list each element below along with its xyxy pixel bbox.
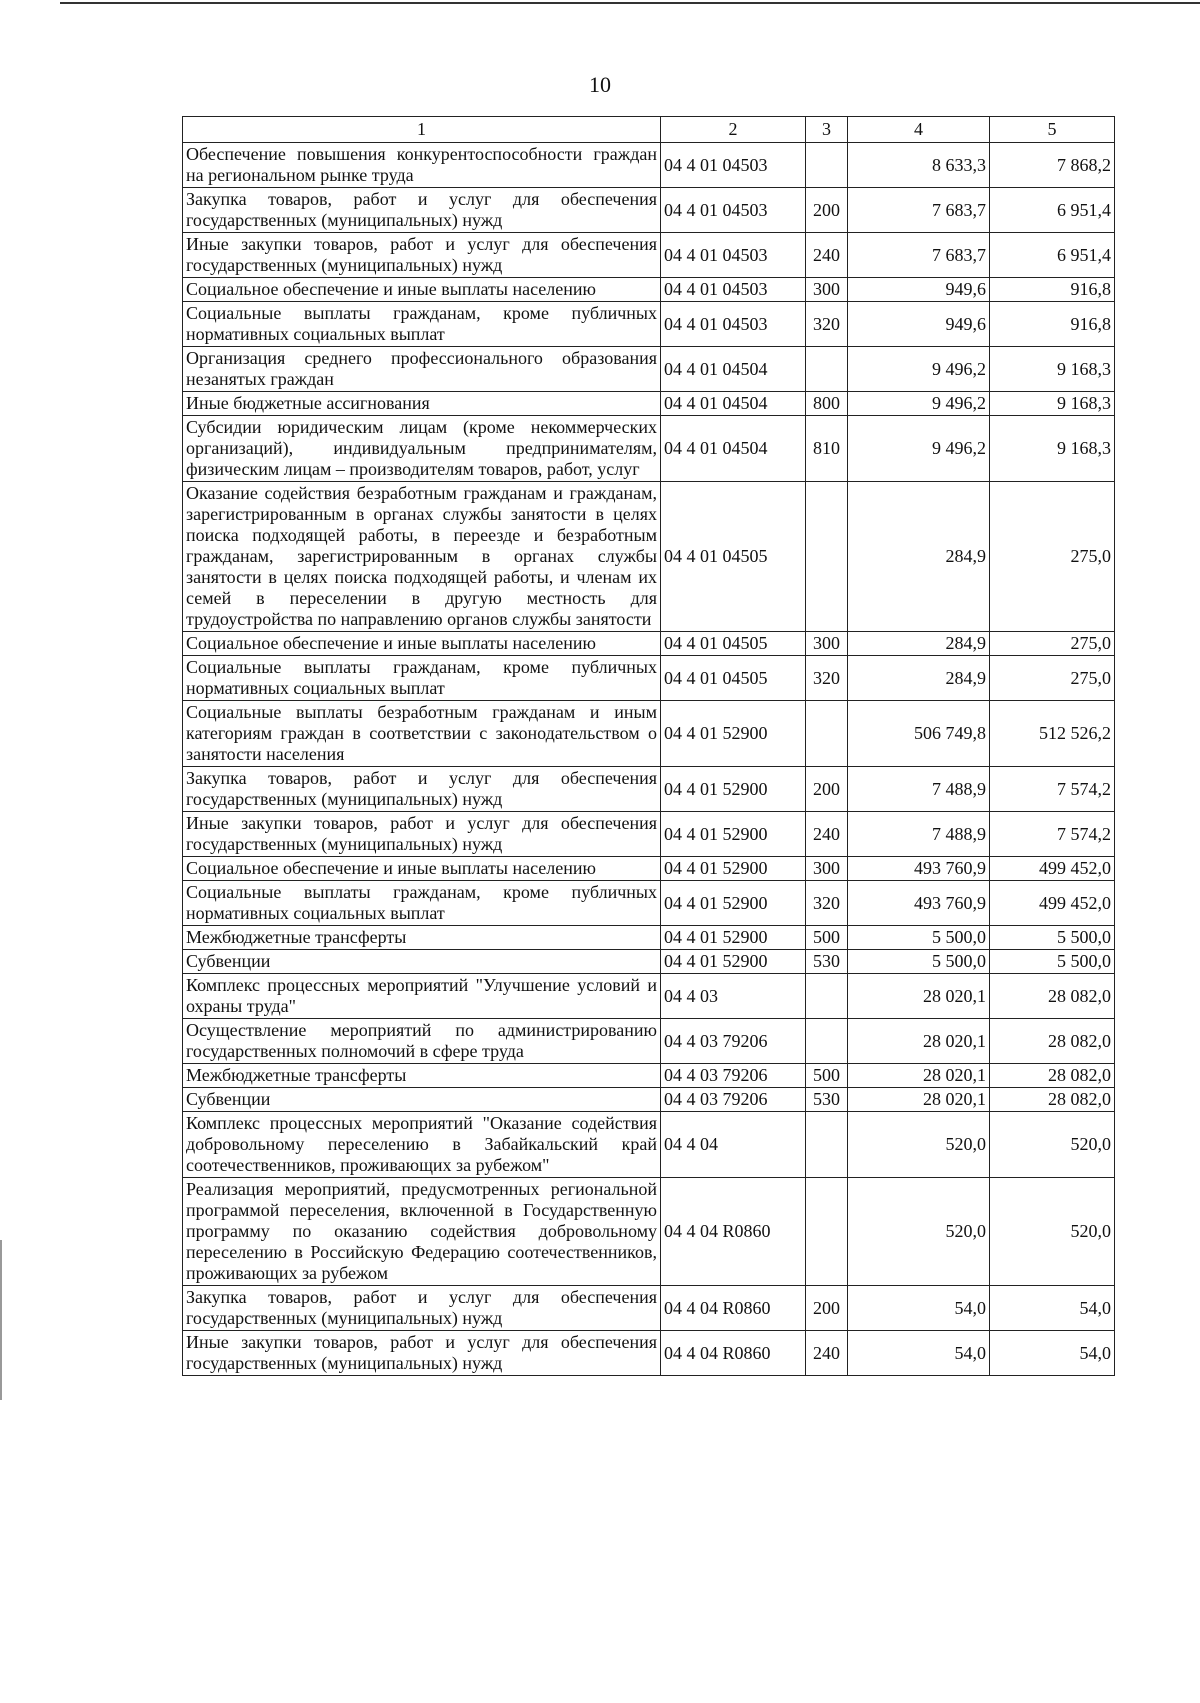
row-expense-type-cell: 200 <box>806 188 848 233</box>
row-expense-type-cell: 300 <box>806 857 848 881</box>
row-value-col4-cell: 949,6 <box>848 302 990 347</box>
row-value-col5-cell: 7 868,2 <box>990 143 1115 188</box>
table-row <box>183 143 1115 188</box>
row-expense-type-cell: 240 <box>806 1331 848 1376</box>
page-number: 10 <box>589 72 611 97</box>
row-value-col4-cell: 28 020,1 <box>848 1088 990 1112</box>
row-name-cell: Реализация мероприятий, предусмотренных региональной программой переселения, включенной в Государственную программу по оказанию содействия добровольному переселению в Российскую Федерацию соотечественников, проживающих за рубежом <box>183 1178 661 1286</box>
row-code-cell: 04 4 04 R0860 <box>661 1286 806 1331</box>
row-value-col4-cell: 28 020,1 <box>848 1019 990 1064</box>
row-value-col4-cell: 506 749,8 <box>848 701 990 767</box>
row-value-col5-cell: 9 168,3 <box>990 392 1115 416</box>
row-code-cell: 04 4 01 04505 <box>661 656 806 701</box>
row-code-cell: 04 4 04 <box>661 1112 806 1178</box>
row-value-col5-cell: 6 951,4 <box>990 233 1115 278</box>
row-name-cell: Субсидии юридическим лицам (кроме некоммерческих организаций), индивидуальным предпринимателям, физическим лицам – производителям товаров, работ, услуг <box>183 416 661 482</box>
row-name-cell: Комплекс процессных мероприятий "Оказание содействия добровольному переселению в Забайкальский край соотечественников, проживающих за рубежом" <box>183 1112 661 1178</box>
table-row <box>183 632 1115 656</box>
row-expense-type-cell: 500 <box>806 1064 848 1088</box>
table-row <box>183 881 1115 926</box>
row-value-col5-cell: 916,8 <box>990 278 1115 302</box>
table-header-row <box>183 117 1115 143</box>
table-row <box>183 767 1115 812</box>
row-code-cell: 04 4 01 52900 <box>661 881 806 926</box>
row-value-col4-cell: 7 683,7 <box>848 188 990 233</box>
row-value-col4-cell: 284,9 <box>848 632 990 656</box>
row-code-cell: 04 4 01 04503 <box>661 233 806 278</box>
row-value-col4-cell: 493 760,9 <box>848 881 990 926</box>
row-value-col5-cell: 275,0 <box>990 482 1115 632</box>
header-col-5: 5 <box>990 117 1115 143</box>
table-row <box>183 950 1115 974</box>
row-value-col5-cell: 28 082,0 <box>990 1019 1115 1064</box>
row-value-col4-cell: 8 633,3 <box>848 143 990 188</box>
header-col-1: 1 <box>183 117 661 143</box>
row-code-cell: 04 4 01 04504 <box>661 416 806 482</box>
row-value-col5-cell: 499 452,0 <box>990 881 1115 926</box>
row-expense-type-cell <box>806 482 848 632</box>
table-body <box>183 143 1115 1376</box>
row-name-cell: Закупка товаров, работ и услуг для обеспечения государственных (муниципальных) нужд <box>183 1286 661 1331</box>
table-row <box>183 1178 1115 1286</box>
row-value-col4-cell: 54,0 <box>848 1286 990 1331</box>
row-name-cell: Межбюджетные трансферты <box>183 1064 661 1088</box>
row-value-col4-cell: 520,0 <box>848 1112 990 1178</box>
row-value-col4-cell: 28 020,1 <box>848 974 990 1019</box>
scan-edge-mark <box>0 1240 2 1400</box>
row-value-col5-cell: 54,0 <box>990 1286 1115 1331</box>
row-code-cell: 04 4 01 04503 <box>661 188 806 233</box>
row-expense-type-cell: 320 <box>806 302 848 347</box>
row-name-cell: Организация среднего профессионального образования незанятых граждан <box>183 347 661 392</box>
row-value-col4-cell: 520,0 <box>848 1178 990 1286</box>
table-row <box>183 926 1115 950</box>
row-code-cell: 04 4 04 R0860 <box>661 1178 806 1286</box>
row-name-cell: Социальные выплаты гражданам, кроме публичных нормативных социальных выплат <box>183 881 661 926</box>
table-row <box>183 974 1115 1019</box>
row-value-col4-cell: 7 488,9 <box>848 767 990 812</box>
row-expense-type-cell <box>806 1019 848 1064</box>
row-expense-type-cell: 800 <box>806 392 848 416</box>
row-value-col5-cell: 9 168,3 <box>990 347 1115 392</box>
row-expense-type-cell <box>806 974 848 1019</box>
row-name-cell: Иные бюджетные ассигнования <box>183 392 661 416</box>
row-name-cell: Осуществление мероприятий по администрированию государственных полномочий в сфере труда <box>183 1019 661 1064</box>
row-code-cell: 04 4 03 <box>661 974 806 1019</box>
row-value-col4-cell: 284,9 <box>848 656 990 701</box>
row-expense-type-cell: 500 <box>806 926 848 950</box>
row-expense-type-cell <box>806 1112 848 1178</box>
row-value-col5-cell: 499 452,0 <box>990 857 1115 881</box>
row-name-cell: Субвенции <box>183 1088 661 1112</box>
row-name-cell: Социальное обеспечение и иные выплаты населению <box>183 278 661 302</box>
row-value-col5-cell: 7 574,2 <box>990 767 1115 812</box>
row-name-cell: Комплекс процессных мероприятий "Улучшение условий и охраны труда" <box>183 974 661 1019</box>
row-value-col5-cell: 28 082,0 <box>990 1088 1115 1112</box>
table-row <box>183 812 1115 857</box>
row-expense-type-cell <box>806 701 848 767</box>
row-value-col4-cell: 9 496,2 <box>848 392 990 416</box>
table-row <box>183 347 1115 392</box>
table-row <box>183 656 1115 701</box>
table-row <box>183 1112 1115 1178</box>
table-row <box>183 188 1115 233</box>
budget-table <box>182 116 1115 1376</box>
row-expense-type-cell: 200 <box>806 1286 848 1331</box>
row-value-col5-cell: 9 168,3 <box>990 416 1115 482</box>
row-value-col5-cell: 7 574,2 <box>990 812 1115 857</box>
row-name-cell: Социальное обеспечение и иные выплаты населению <box>183 632 661 656</box>
row-code-cell: 04 4 01 52900 <box>661 857 806 881</box>
table-row <box>183 233 1115 278</box>
row-name-cell: Социальные выплаты безработным гражданам и иным категориям граждан в соответствии с законодательством о занятости населения <box>183 701 661 767</box>
row-expense-type-cell: 240 <box>806 812 848 857</box>
row-value-col5-cell: 512 526,2 <box>990 701 1115 767</box>
row-name-cell: Иные закупки товаров, работ и услуг для обеспечения государственных (муниципальных) нужд <box>183 233 661 278</box>
row-expense-type-cell: 530 <box>806 1088 848 1112</box>
table-row <box>183 278 1115 302</box>
row-code-cell: 04 4 01 04503 <box>661 302 806 347</box>
row-expense-type-cell <box>806 347 848 392</box>
table-row <box>183 1331 1115 1376</box>
row-value-col5-cell: 54,0 <box>990 1331 1115 1376</box>
row-value-col4-cell: 9 496,2 <box>848 416 990 482</box>
row-expense-type-cell <box>806 143 848 188</box>
row-value-col5-cell: 5 500,0 <box>990 950 1115 974</box>
row-value-col5-cell: 28 082,0 <box>990 974 1115 1019</box>
row-code-cell: 04 4 03 79206 <box>661 1019 806 1064</box>
row-value-col5-cell: 28 082,0 <box>990 1064 1115 1088</box>
table-row <box>183 1064 1115 1088</box>
row-code-cell: 04 4 01 04504 <box>661 392 806 416</box>
row-value-col4-cell: 9 496,2 <box>848 347 990 392</box>
row-code-cell: 04 4 01 04505 <box>661 632 806 656</box>
row-name-cell: Субвенции <box>183 950 661 974</box>
row-code-cell: 04 4 04 R0860 <box>661 1331 806 1376</box>
header-col-4: 4 <box>848 117 990 143</box>
row-code-cell: 04 4 01 04505 <box>661 482 806 632</box>
row-value-col4-cell: 7 488,9 <box>848 812 990 857</box>
row-name-cell: Оказание содействия безработным гражданам и гражданам, зарегистрированным в органах службы занятости в целях поиска подходящей работы, в переезде и безработным гражданам, зарегистрированным в органах службы занятости в целях поиска подходящей работы, и членам их семей в переселении в другую местность для трудоустройства по направлению органов службы занятости <box>183 482 661 632</box>
row-code-cell: 04 4 01 04504 <box>661 347 806 392</box>
row-expense-type-cell: 530 <box>806 950 848 974</box>
header-col-2: 2 <box>661 117 806 143</box>
table-row <box>183 857 1115 881</box>
table-row <box>183 482 1115 632</box>
row-value-col4-cell: 7 683,7 <box>848 233 990 278</box>
row-name-cell: Социальные выплаты гражданам, кроме публичных нормативных социальных выплат <box>183 302 661 347</box>
table-row <box>183 302 1115 347</box>
table-row <box>183 392 1115 416</box>
row-code-cell: 04 4 01 52900 <box>661 950 806 974</box>
row-name-cell: Закупка товаров, работ и услуг для обеспечения государственных (муниципальных) нужд <box>183 767 661 812</box>
row-name-cell: Межбюджетные трансферты <box>183 926 661 950</box>
row-value-col4-cell: 493 760,9 <box>848 857 990 881</box>
row-name-cell: Иные закупки товаров, работ и услуг для обеспечения государственных (муниципальных) нужд <box>183 1331 661 1376</box>
table-row <box>183 1019 1115 1064</box>
row-code-cell: 04 4 01 04503 <box>661 278 806 302</box>
row-expense-type-cell: 300 <box>806 278 848 302</box>
table-row <box>183 416 1115 482</box>
row-value-col4-cell: 284,9 <box>848 482 990 632</box>
row-code-cell: 04 4 01 52900 <box>661 701 806 767</box>
row-value-col4-cell: 5 500,0 <box>848 950 990 974</box>
row-name-cell: Закупка товаров, работ и услуг для обеспечения государственных (муниципальных) нужд <box>183 188 661 233</box>
header-col-3: 3 <box>806 117 848 143</box>
row-expense-type-cell: 300 <box>806 632 848 656</box>
row-code-cell: 04 4 01 52900 <box>661 926 806 950</box>
row-value-col5-cell: 5 500,0 <box>990 926 1115 950</box>
row-value-col5-cell: 6 951,4 <box>990 188 1115 233</box>
row-value-col4-cell: 54,0 <box>848 1331 990 1376</box>
table-row <box>183 1286 1115 1331</box>
row-expense-type-cell: 810 <box>806 416 848 482</box>
row-expense-type-cell: 200 <box>806 767 848 812</box>
row-value-col5-cell: 520,0 <box>990 1112 1115 1178</box>
row-code-cell: 04 4 03 79206 <box>661 1064 806 1088</box>
page-top-border <box>60 2 1200 4</box>
row-value-col5-cell: 275,0 <box>990 656 1115 701</box>
row-value-col4-cell: 5 500,0 <box>848 926 990 950</box>
row-code-cell: 04 4 01 04503 <box>661 143 806 188</box>
row-expense-type-cell: 320 <box>806 656 848 701</box>
row-name-cell: Социальные выплаты гражданам, кроме публичных нормативных социальных выплат <box>183 656 661 701</box>
row-name-cell: Социальное обеспечение и иные выплаты населению <box>183 857 661 881</box>
row-expense-type-cell: 240 <box>806 233 848 278</box>
table-row <box>183 701 1115 767</box>
row-value-col5-cell: 520,0 <box>990 1178 1115 1286</box>
row-code-cell: 04 4 01 52900 <box>661 767 806 812</box>
row-expense-type-cell: 320 <box>806 881 848 926</box>
row-expense-type-cell <box>806 1178 848 1286</box>
row-code-cell: 04 4 01 52900 <box>661 812 806 857</box>
row-value-col5-cell: 916,8 <box>990 302 1115 347</box>
row-name-cell: Обеспечение повышения конкурентоспособности граждан на региональном рынке труда <box>183 143 661 188</box>
row-code-cell: 04 4 03 79206 <box>661 1088 806 1112</box>
row-value-col5-cell: 275,0 <box>990 632 1115 656</box>
row-value-col4-cell: 949,6 <box>848 278 990 302</box>
row-name-cell: Иные закупки товаров, работ и услуг для обеспечения государственных (муниципальных) нужд <box>183 812 661 857</box>
row-value-col4-cell: 28 020,1 <box>848 1064 990 1088</box>
table-row <box>183 1088 1115 1112</box>
budget-table-container <box>182 116 1114 1376</box>
